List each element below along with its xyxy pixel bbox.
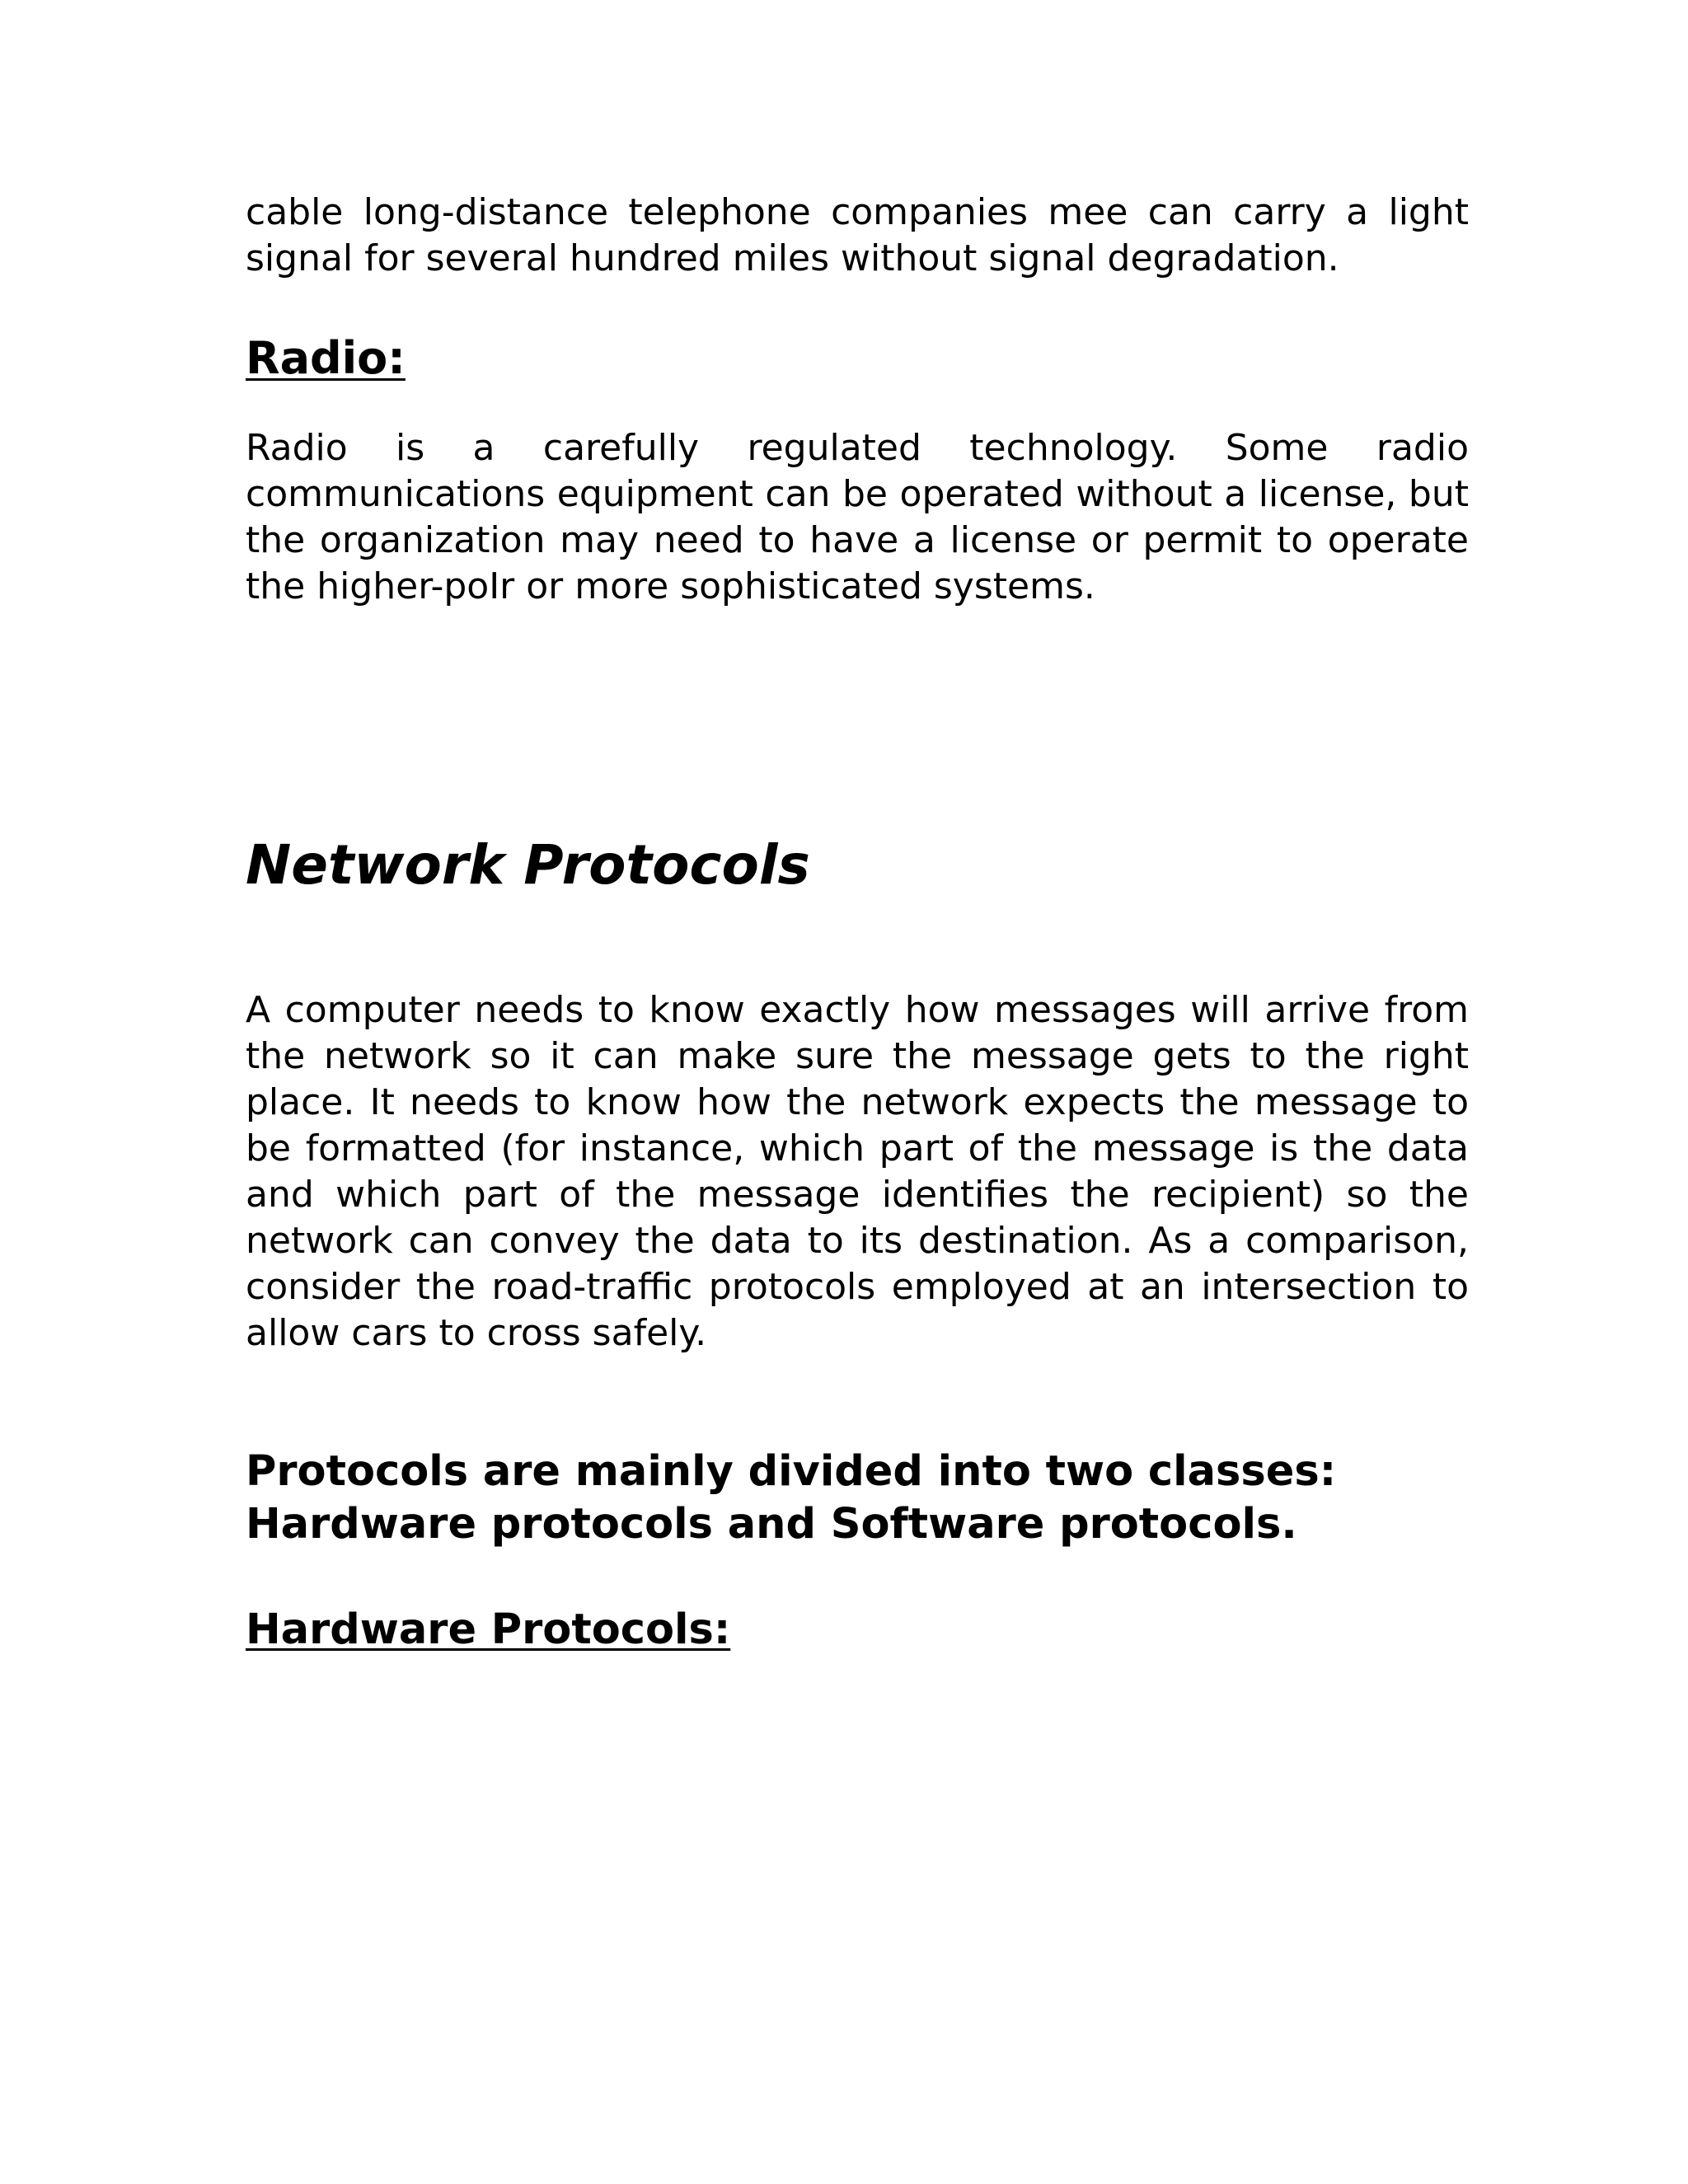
network-protocols-paragraph: A computer needs to know exactly how messages will arrive from the network so it can make sure the message gets to the right place. It needs to know how the network expects the message to be formatted (for instance, which part of the message is the data and which part of the message identifies the recipient) so the network can convey the data to its destination. As a comparison, consider the road-traffic protocols employed at an intersection to allow cars to cross safely.: [246, 989, 1469, 1354]
radio-heading: Radio:: [246, 332, 406, 384]
radio-paragraph: Radio is a carefully regulated technology. Some radio communications equipment can be operated without a license, but the organization may need to have a license or permit to operate the higher-poIr or more sophisticated systems.: [246, 427, 1469, 607]
protocol-classes-line-1: Protocols are mainly divided into two classes:: [246, 1447, 1337, 1496]
protocol-classes-line-2: Hardware protocols and Software protocols.: [246, 1500, 1297, 1549]
network-protocols-heading: Network Protocols: [246, 833, 810, 897]
hardware-protocols-heading: Hardware Protocols:: [246, 1605, 731, 1654]
document-page: [246, 190, 1469, 1657]
protocol-classes-heading: [246, 1446, 1469, 1551]
intro-paragraph: cable long-distance telephone companies mee can carry a light signal for several hundred miles without signal degradation.: [246, 191, 1469, 279]
